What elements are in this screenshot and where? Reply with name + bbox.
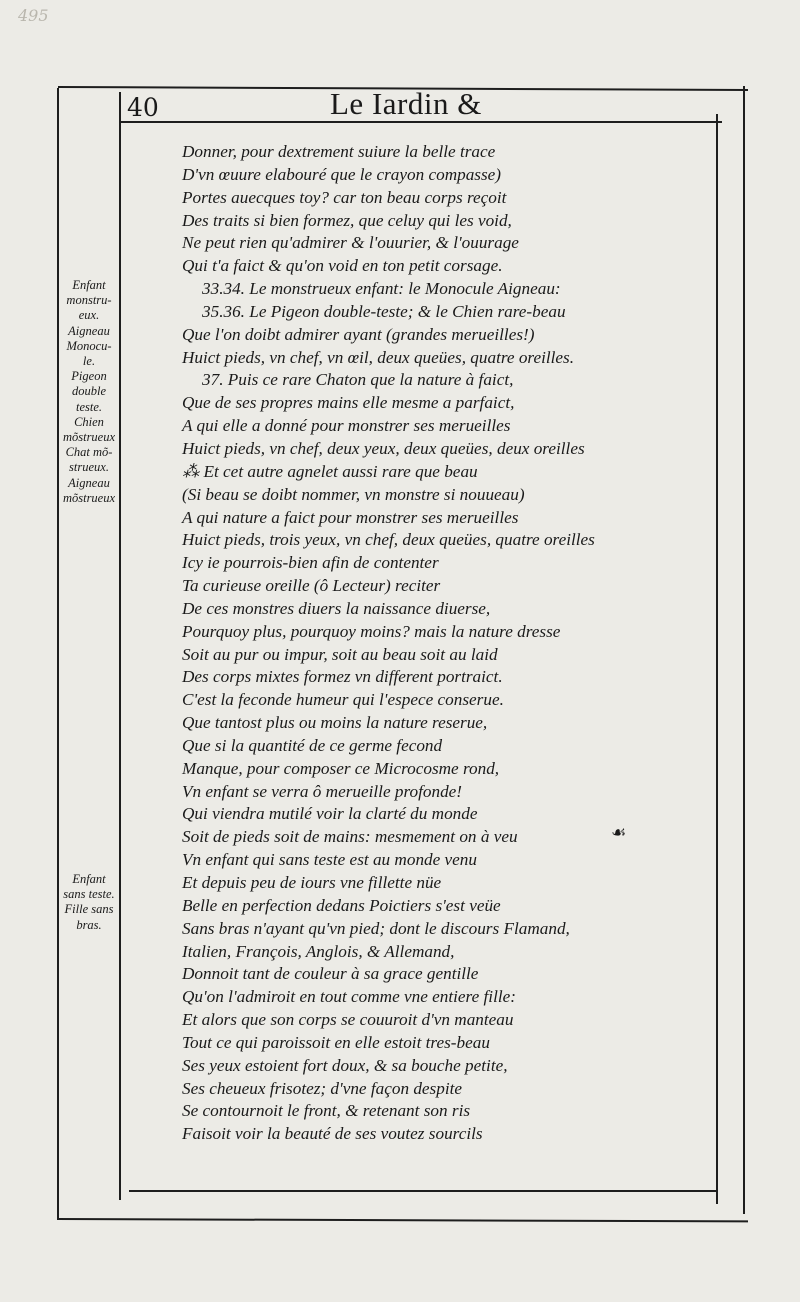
- verse-line: Italien, François, Anglois, & Allemand,: [182, 941, 455, 961]
- margin-note-line: monstru-: [66, 293, 112, 308]
- frame-left-outer-rule: [57, 88, 59, 1220]
- frame-bottom-outer-rule: [58, 1218, 748, 1222]
- verse-line: Que si la quantité de ce germe fecond: [182, 735, 443, 755]
- verse-line: Faisoit voir la beauté de ses voutez sourcils: [182, 1124, 483, 1144]
- verse-line: Belle en perfection dedans Poictiers s'est veüe: [182, 895, 501, 915]
- verse-line: Se contournoit le front, & retenant son ris: [182, 1101, 471, 1121]
- verse-line: Soit de pieds soit de mains: mesmement on à veu: [182, 827, 518, 847]
- verse-line: Des corps mixtes formez vn different portraict.: [182, 667, 503, 687]
- verse-line: 37. Puis ce rare Chaton que la nature à faict,: [202, 370, 514, 390]
- verse-line: Huict pieds, vn chef, deux yeux, deux queües, deux oreilles: [182, 438, 585, 458]
- verse-line: 33.34. Le monstrueux enfant: le Monocule Aigneau:: [202, 279, 561, 299]
- verse-line: Ses yeux estoient fort doux, & sa bouche petite,: [182, 1055, 508, 1075]
- margin-note-line: strueux.: [69, 460, 109, 475]
- margin-note-line: Enfant: [72, 278, 106, 292]
- verse-line: Vn enfant qui sans teste est au monde venu: [182, 850, 477, 870]
- verse-line: Ne peut rien qu'admirer & l'ouurier, & l'ouurage: [182, 233, 519, 253]
- verse-line: Qu'on l'admiroit en tout comme vne entiere fille:: [182, 987, 516, 1007]
- verse-line: Des traits si bien formez, que celuy qui les void,: [182, 210, 512, 230]
- verse-line: Icy ie pourrois-bien afin de contenter: [182, 553, 439, 573]
- margin-note-line: Monocu-: [66, 338, 112, 353]
- verse-line: ⁂ Et cet autre agnelet aussi rare que beau: [182, 461, 478, 481]
- ornament-glyph: ☙: [611, 823, 627, 843]
- margin-note-line: Enfant: [72, 872, 106, 886]
- page-number: 40: [127, 93, 159, 122]
- margin-note-line: bras.: [76, 917, 102, 932]
- verse-line: Manque, pour composer ce Microcosme rond,: [182, 758, 500, 778]
- margin-note-line: mõstrueux: [62, 490, 116, 505]
- frame-right-inner-rule: [716, 114, 718, 1204]
- margin-note-line: Aigneau: [68, 323, 110, 338]
- margin-note-line: Chien: [74, 414, 104, 429]
- verse-line: A qui nature a faict pour monstrer ses merueilles: [182, 507, 519, 527]
- verse-line: Que de ses propres mains elle mesme a parfaict,: [182, 393, 515, 413]
- verse-line: C'est la feconde humeur qui l'espece conserue.: [182, 690, 504, 710]
- margin-note-line: Chat mõ-: [65, 445, 113, 460]
- margin-note-line: double: [71, 384, 107, 399]
- verse-line: Ses cheueux frisotez; d'vne façon despite: [182, 1078, 463, 1098]
- verse-line: Et depuis peu de iours vne fillette nüe: [182, 873, 442, 892]
- verse-line: Soit au pur ou impur, soit au beau soit au laid: [182, 644, 498, 664]
- corner-mark: 495: [18, 6, 49, 25]
- verse-line: Huict pieds, trois yeux, vn chef, deux queües, quatre oreilles: [182, 530, 595, 550]
- verse-line: (Si beau se doibt nommer, vn monstre si nouueau): [182, 484, 525, 504]
- verse-line: Ta curieuse oreille (ô Lecteur) reciter: [182, 576, 441, 596]
- margin-note-line: le.: [82, 354, 96, 369]
- verse-line: Que tantost plus ou moins la nature reserue,: [182, 713, 488, 733]
- verse-line: Tout ce qui paroissoit en elle estoit tres-beau: [182, 1032, 490, 1052]
- margin-note-line: teste.: [75, 399, 103, 414]
- verse-line: Portes auecques toy? car ton beau corps reçoit: [182, 187, 507, 207]
- margin-note-line: eux.: [78, 308, 100, 323]
- margin-note-line: Pigeon: [71, 369, 107, 384]
- frame-bottom-inner-rule: [129, 1190, 717, 1192]
- frame-right-outer-rule: [743, 86, 745, 1214]
- margin-note-line: Fille sans: [64, 902, 114, 917]
- margin-note-line: mõstrueux: [62, 430, 116, 445]
- verse-line: Qui viendra mutilé voir la clarté du monde: [182, 804, 478, 824]
- verse-line: Vn enfant se verra ô merueille profonde!: [182, 781, 463, 801]
- verse-line: Et alors que son corps se couuroit d'vn manteau: [182, 1010, 514, 1030]
- margin-note-line: sans teste.: [63, 887, 115, 902]
- margin-note-monsters: [58, 278, 120, 506]
- margin-note-headless: [58, 872, 120, 933]
- verse-line: Donnoit tant de couleur à sa grace gentille: [182, 964, 479, 984]
- verse-line: Donner, pour dextrement suiure la belle trace: [182, 142, 496, 161]
- verse-line: 35.36. Le Pigeon double-teste; & le Chien rare-beau: [202, 301, 566, 321]
- running-title: Le Iardin &: [330, 86, 482, 121]
- verse-line: Qui t'a faict & qu'on void en ton petit corsage.: [182, 256, 503, 276]
- verse-line: Que l'on doibt admirer ayant (grandes merueilles!): [182, 324, 535, 344]
- verse-line: D'vn œuure elabouré que le crayon compasse): [182, 164, 502, 184]
- verse-line: De ces monstres diuers la naissance diuerse,: [182, 598, 491, 618]
- verse-line: Huict pieds, vn chef, vn œil, deux queües, quatre oreilles.: [182, 347, 575, 367]
- verse-line: Pourquoy plus, pourquoy moins? mais la nature dresse: [182, 621, 561, 641]
- verse-line: A qui elle a donné pour monstrer ses merueilles: [182, 416, 511, 436]
- verse-line: Sans bras n'ayant qu'vn pied; dont le discours Flamand,: [182, 918, 570, 938]
- frame-left-inner-rule: [119, 92, 121, 1200]
- verse-body: [182, 141, 712, 1146]
- margin-note-line: Aigneau: [68, 475, 110, 490]
